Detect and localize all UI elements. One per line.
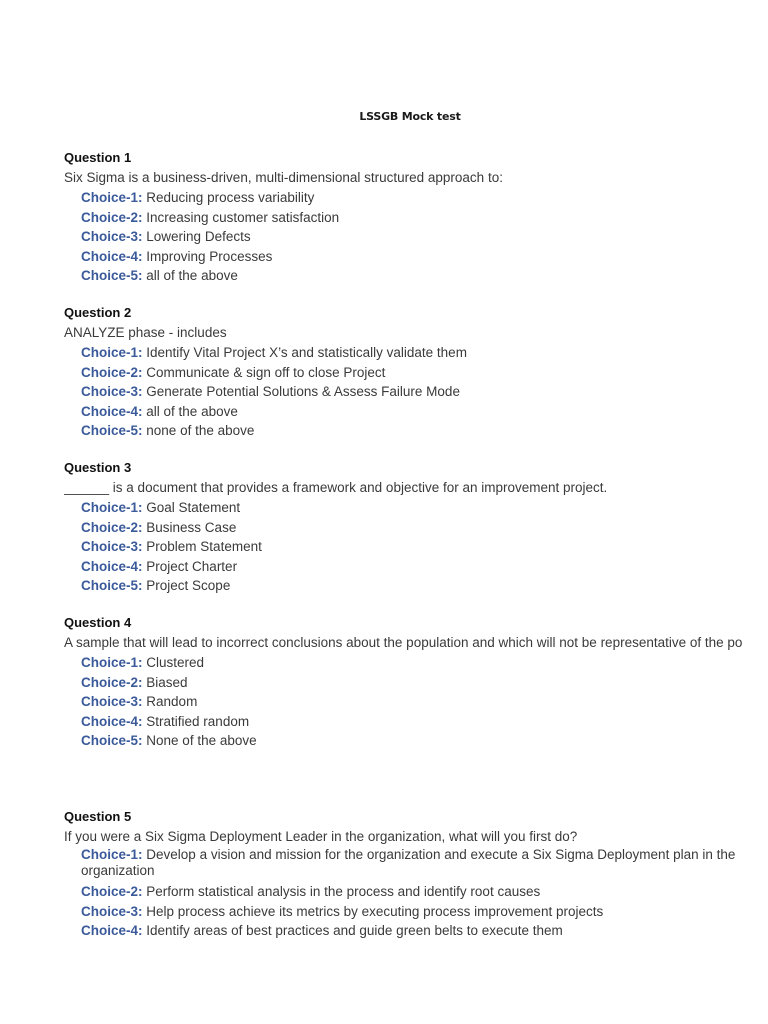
choice-text: Business Case bbox=[146, 519, 237, 535]
choice-label: Choice-2: bbox=[81, 674, 143, 690]
choice-item bbox=[81, 884, 768, 900]
question-heading: Question 5 bbox=[64, 809, 132, 824]
choice-item bbox=[81, 673, 768, 693]
choice-label: Choice-2: bbox=[81, 209, 143, 225]
choice-text: Clustered bbox=[146, 655, 205, 670]
question-5 bbox=[64, 809, 768, 943]
choice-label: Choice-4: bbox=[81, 923, 143, 938]
choice-label: Choice-1: bbox=[81, 500, 143, 515]
choice-item bbox=[81, 576, 768, 596]
choice-text: Generate Potential Solutions & Assess Failure Mode bbox=[146, 384, 460, 400]
choice-item bbox=[81, 847, 768, 879]
choice-label: Choice-2: bbox=[81, 519, 143, 535]
document-title: LSSGB Mock test bbox=[359, 110, 461, 123]
choice-label: Choice-4: bbox=[81, 248, 143, 264]
choice-label: Choice-4: bbox=[81, 558, 143, 574]
choice-label: Choice-3: bbox=[81, 229, 143, 245]
choice-label: Choice-3: bbox=[81, 903, 143, 919]
choice-text: Identify Vital Project X’s and statistically validate them bbox=[146, 345, 467, 360]
choice-item bbox=[81, 904, 768, 920]
choice-item bbox=[81, 343, 768, 363]
choice-item bbox=[81, 537, 768, 557]
question-1 bbox=[64, 150, 768, 286]
choice-label: Choice-3: bbox=[81, 694, 143, 710]
choice-text: Project Charter bbox=[146, 558, 238, 574]
question-heading: Question 1 bbox=[64, 150, 132, 165]
choice-label: Choice-5: bbox=[81, 268, 143, 284]
choice-item bbox=[81, 731, 768, 751]
choice-text: Perform statistical analysis in the process and identify root causes bbox=[146, 884, 541, 899]
choice-list bbox=[64, 498, 768, 596]
choice-label: Choice-1: bbox=[81, 190, 143, 205]
choice-text: Identify areas of best practices and guide green belts to execute them bbox=[146, 923, 563, 938]
question-heading: Question 2 bbox=[64, 305, 132, 320]
choice-item bbox=[81, 653, 768, 673]
choice-text: None of the above bbox=[146, 733, 257, 749]
choice-text: all of the above bbox=[146, 268, 238, 284]
choice-item bbox=[81, 266, 768, 286]
choice-list bbox=[64, 343, 768, 441]
choice-item bbox=[81, 692, 768, 712]
choice-item bbox=[81, 247, 768, 267]
question-text: If you were a Six Sigma Deployment Leader in the organization, what will you first do? bbox=[64, 829, 578, 844]
choice-item bbox=[81, 518, 768, 538]
choice-label: Choice-3: bbox=[81, 384, 143, 400]
choice-label: Choice-5: bbox=[81, 578, 143, 594]
choice-text: Communicate & sign off to close Project bbox=[146, 364, 386, 380]
choice-item bbox=[81, 382, 768, 402]
choice-text: Problem Statement bbox=[146, 539, 262, 555]
choice-item bbox=[81, 363, 768, 383]
choice-item bbox=[81, 421, 768, 441]
question-2 bbox=[64, 305, 768, 441]
choice-list bbox=[64, 188, 768, 286]
choice-list bbox=[64, 653, 768, 751]
choice-label: Choice-4: bbox=[81, 713, 143, 729]
choice-item bbox=[81, 557, 768, 577]
choice-label: Choice-1: bbox=[81, 345, 143, 360]
choice-label: Choice-3: bbox=[81, 539, 143, 555]
choice-label: Choice-1: bbox=[81, 655, 143, 670]
choice-text: Lowering Defects bbox=[146, 229, 251, 245]
choice-label: Choice-2: bbox=[81, 884, 143, 899]
choice-text: all of the above bbox=[146, 403, 238, 419]
choice-item bbox=[81, 498, 768, 518]
choice-item bbox=[81, 712, 768, 732]
choice-text: Improving Processes bbox=[146, 248, 273, 264]
choice-label: Choice-4: bbox=[81, 403, 143, 419]
choice-text: Develop a vision and mission for the organization and execute a Six Sigma Deployment plan in the organization bbox=[81, 847, 736, 878]
choice-text: Biased bbox=[146, 674, 188, 690]
choice-text: Random bbox=[146, 694, 198, 710]
choice-text: Goal Statement bbox=[146, 500, 241, 515]
question-text: Six Sigma is a business-driven, multi-dimensional structured approach to: bbox=[64, 170, 503, 185]
choice-text: none of the above bbox=[146, 423, 255, 439]
choice-text: Increasing customer satisfaction bbox=[146, 209, 340, 225]
choice-item bbox=[81, 923, 768, 939]
choice-item bbox=[81, 208, 768, 228]
question-text: A sample that will lead to incorrect conclusions about the population and which will not be representative of the po bbox=[64, 635, 743, 650]
choice-item bbox=[81, 402, 768, 422]
choice-item bbox=[81, 227, 768, 247]
question-3 bbox=[64, 460, 768, 596]
choice-text: Project Scope bbox=[146, 578, 231, 594]
choice-label: Choice-2: bbox=[81, 364, 143, 380]
question-heading: Question 4 bbox=[64, 615, 132, 630]
choice-text: Reducing process variability bbox=[146, 190, 315, 205]
choice-label: Choice-5: bbox=[81, 423, 143, 439]
question-heading: Question 3 bbox=[64, 460, 132, 475]
question-text: ______ is a document that provides a framework and objective for an improvement project. bbox=[64, 480, 608, 495]
choice-text: Stratified random bbox=[146, 713, 250, 729]
question-4 bbox=[64, 615, 768, 751]
choice-label: Choice-1: bbox=[81, 847, 143, 862]
choice-text: Help process achieve its metrics by executing process improvement projects bbox=[146, 903, 604, 919]
choice-list bbox=[64, 847, 768, 939]
choice-item bbox=[81, 188, 768, 208]
question-text: ANALYZE phase - includes bbox=[64, 325, 227, 340]
choice-label: Choice-5: bbox=[81, 733, 143, 749]
